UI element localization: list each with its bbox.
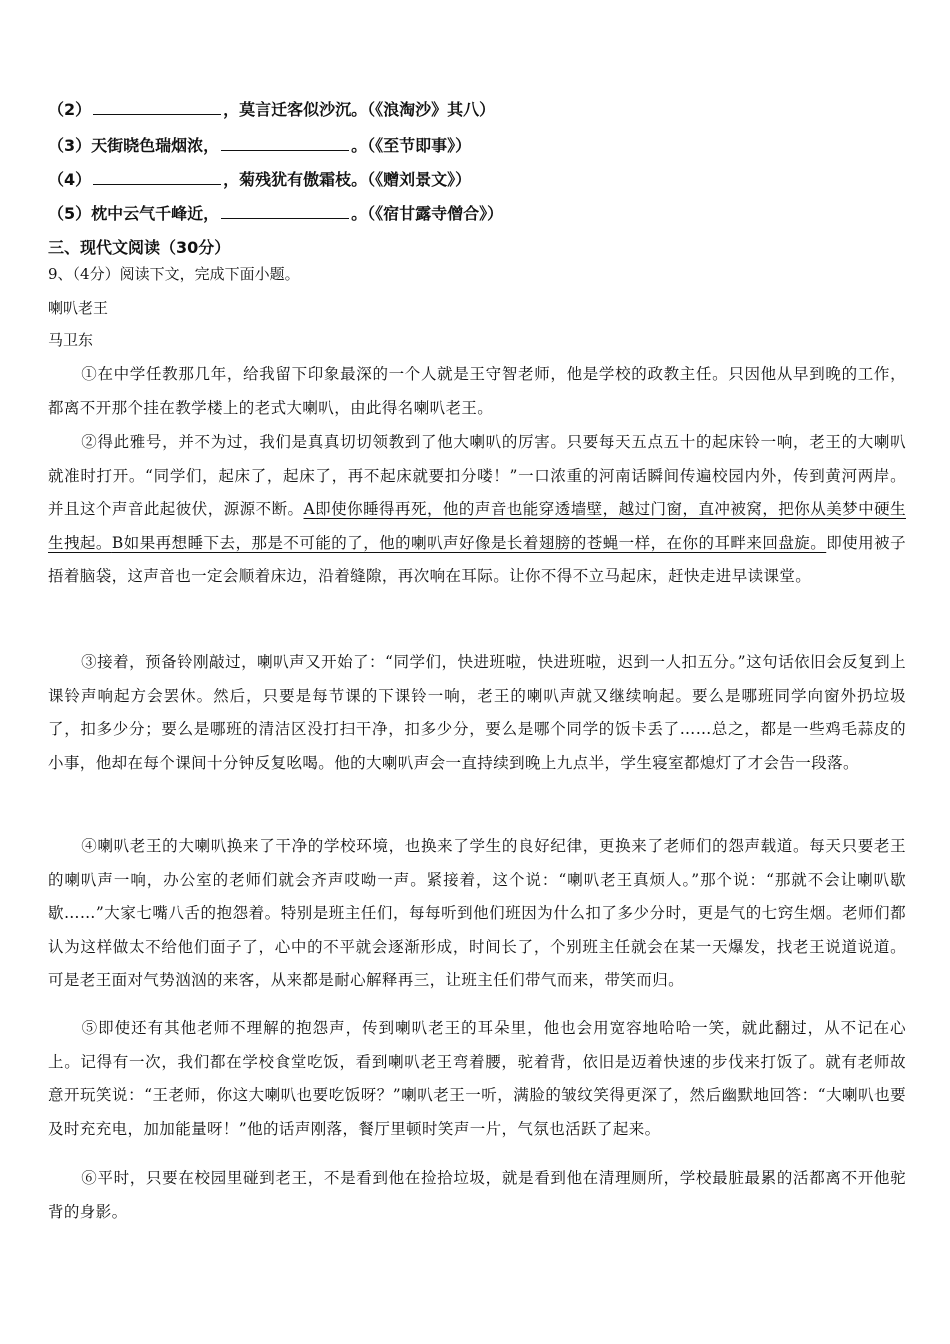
paragraph-5 (48, 1012, 906, 1146)
fill-in-prefix: （3）天街晓色瑞烟浓， (48, 136, 220, 155)
paragraph-text: 即使用被子捂着脑袋，这声音也一定会顺着床边，沿着缝隙，再次响在耳际。让你不得不立马起床，赶快走进早读课堂。 (48, 533, 906, 585)
paragraph-text: ⑥平时，只要在校园里碰到老王，不是看到他在捡拾垃圾，就是看到他在清理厕所，学校最脏最累的活都离不开他驼背的身影。 (48, 1169, 906, 1221)
paragraph-text: ③接着，预备铃刚敲过，喇叭声又开始了：“同学们，快进班啦，快进班啦，迟到一人扣五分。”这句话依旧会反复到上课铃声响起方会罢休。然后，只要是每节课的下课铃一响，老王的喇叭声就又继续响起。要么是哪班同学向窗外扔垃圾了，扣多少分；要么是哪班的清洁区没打扫干净，扣多少分，要么是哪个同学的饭卡丢了……总之，都是一些鸡毛蒜皮的小事，他却在每个课间十分钟反复吆喝。他的大喇叭声会一直持续到晚上九点半，学生寝室都熄灯了才会告一段落。 (48, 653, 906, 772)
section-title: 三、现代文阅读（30分） (48, 238, 231, 257)
fill-in-prefix: （4） (48, 170, 92, 189)
fill-in-item-2 (48, 100, 495, 120)
paragraph-text: ④喇叭老王的大喇叭换来了干净的学校环境，也换来了学生的良好纪律，更换来了老师们的怨声载道。每天只要老王的喇叭声一响，办公室的老师们就会齐声哎呦一声。紧接着，这个说：“喇叭老王真烦人。”那个说：“那就不会让喇叭歇歇……”大家七嘴八舌的抱怨着。特别是班主任们，每每听到他们班因为什么扣了多少分时，更是气的七窍生烟。老师们都认为这样做太不给他们面子了，心中的不平就会逐渐形成，时间长了，个别班主任就会在某一天爆发，找老王说道说道。可是老王面对气势汹汹的来客，从来都是耐心解释再三，让班主任们带气而来，带笑而归。 (48, 837, 906, 989)
paragraph-text: ②得此雅号，并不为过，我们是真真切切领教到了他大喇叭的厉害。只要每天五点五十的起床铃一响，老王的大喇叭就准时打开。“同学们，起床了，起床了，再不起床就要扣分喽！”一口浓重的河南话瞬间传遍校园内外，传到黄河两岸。并且这个声音此起彼伏，源源不断。 (48, 433, 906, 518)
underlined-sentence-a: A即使你睡得再死，他的声音也能穿透墙壁，越过门窗，直冲被窝，把你从美梦中硬生生拽起。 (48, 500, 906, 552)
answer-blank[interactable] (93, 170, 221, 185)
fill-in-item-5 (48, 204, 503, 224)
answer-blank[interactable] (221, 204, 349, 219)
paragraph-4 (48, 830, 906, 998)
paragraph-1 (48, 358, 906, 425)
fill-in-item-4 (48, 170, 471, 190)
fill-in-suffix: ，莫言迁客似沙沉。（《浪淘沙》其八） (223, 100, 496, 119)
article-author: 马卫东 (48, 331, 94, 349)
fill-in-prefix: （2） (48, 100, 92, 119)
paragraph-3 (48, 646, 906, 780)
answer-blank[interactable] (221, 136, 349, 151)
fill-in-item-3 (48, 136, 471, 156)
fill-in-suffix: ，菊残犹有傲霜枝。（《赠刘景文》） (223, 170, 472, 189)
paragraph-text: ⑤即使还有其他老师不理解的抱怨声，传到喇叭老王的耳朵里，他也会用宽容地哈哈一笑，就此翻过，从不记在心上。记得有一次，我们都在学校食堂吃饭，看到喇叭老王弯着腰，驼着背，依旧是迈着快速的步伐来打饭了。就有老师故意开玩笑说：“王老师，你这大喇叭也要吃饭呀？”喇叭老王一听，满脸的皱纹笑得更深了，然后幽默地回答：“大喇叭也要及时充充电，加加能量呀！”他的话声刚落，餐厅里顿时笑声一片，气氛也活跃了起来。 (48, 1019, 906, 1138)
fill-in-suffix: 。（《宿甘露寺僧合》） (351, 204, 504, 223)
question-prompt: 9、（4分）阅读下文，完成下面小题。 (48, 265, 300, 283)
underlined-sentence-b: B如果再想睡下去，那是不可能的了，他的喇叭声好像是长着翅膀的苍蝇一样，在你的耳畔来回盘旋。 (111, 533, 827, 552)
paragraph-6 (48, 1162, 906, 1229)
fill-in-suffix: 。（《至节即事》） (351, 136, 472, 155)
paragraph-text: ①在中学任教那几年，给我留下印象最深的一个人就是王守智老师，他是学校的政教主任。只因他从早到晚的工作，都离不开那个挂在教学楼上的老式大喇叭，由此得名喇叭老王。 (48, 365, 906, 417)
answer-blank[interactable] (93, 100, 221, 115)
article-title: 喇叭老王 (48, 299, 109, 317)
paragraph-2 (48, 426, 906, 594)
fill-in-prefix: （5）枕中云气千峰近， (48, 204, 220, 223)
